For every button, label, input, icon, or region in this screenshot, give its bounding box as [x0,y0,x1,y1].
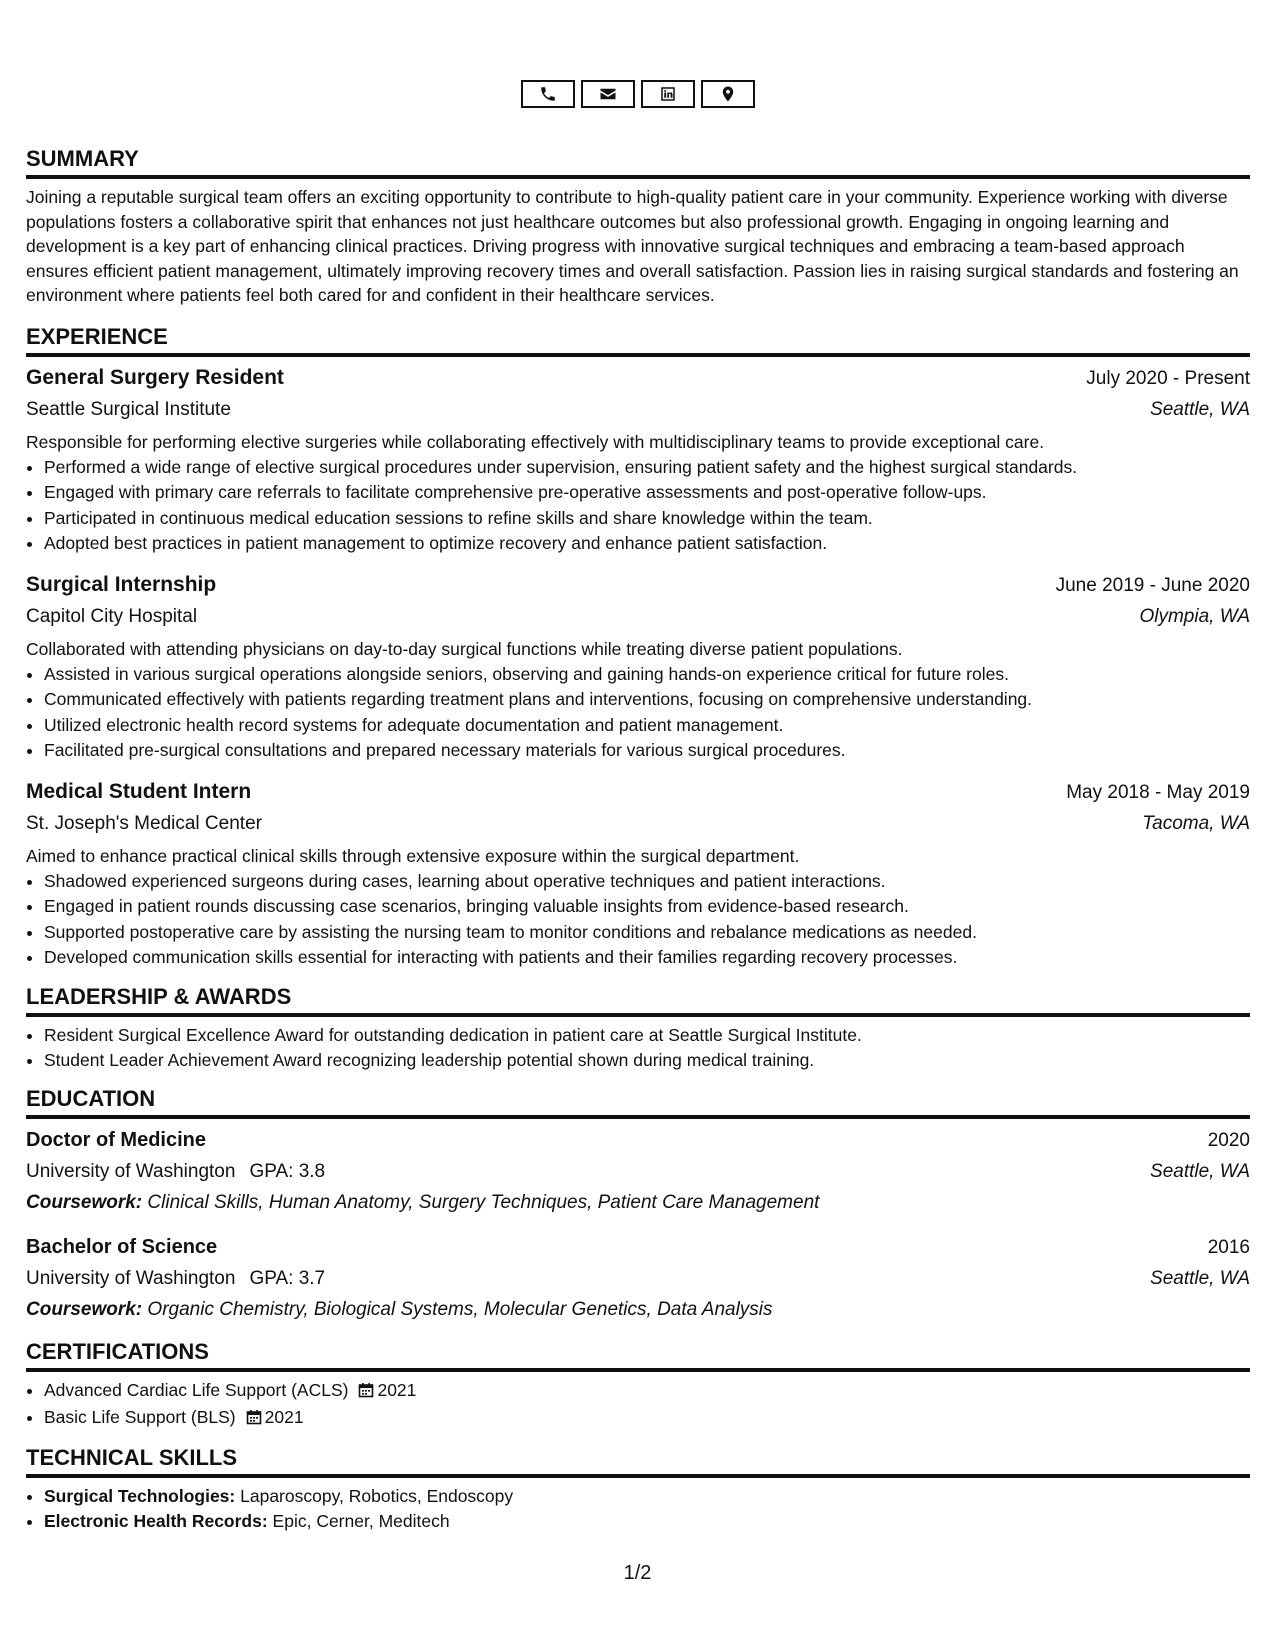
job-bullets [26,662,1250,764]
location-pin-icon[interactable] [701,80,755,108]
school-name: University of Washington [26,1267,236,1289]
list-item: • Resident Surgical Excellence Award for outstanding dedication in patient care at Seattle Surgical Institute. [44,1023,1250,1049]
coursework-label: Coursework: [26,1191,143,1213]
school-name: University of Washington [26,1160,236,1182]
job-organization: Capitol City Hospital [26,605,198,627]
certification-year: 2021 [264,1407,304,1428]
list-item [44,1378,1250,1406]
school-line [26,1156,325,1188]
coursework-list: Organic Chemistry, Biological Systems, Molecular Genetics, Data Analysis [147,1298,773,1320]
section-title: LEADERSHIP & AWARDS [26,984,1250,1017]
job-description: Collaborated with attending physicians on day-to-day surgical functions while treating diverse patient populations. [26,638,903,659]
job-title: Medical Student Intern [26,779,252,803]
gpa: GPA: 3.8 [249,1160,326,1182]
degree-year: 2016 [1207,1236,1250,1258]
job-dates: May 2018 - May 2019 [1066,781,1250,803]
contact-bar [0,80,1275,108]
list-item: • Communicated effectively with patients regarding treatment plans and interventions, focusing on comprehensive understanding. [44,687,1250,713]
summary-section [26,146,1250,308]
education-entry [26,1232,1250,1325]
skill-label: Surgical Technologies: [44,1485,236,1506]
school-location: Seattle, WA [1150,1160,1250,1182]
education-section [26,1086,1250,1325]
certifications-list [26,1378,1250,1433]
skill-value: Epic, Cerner, Meditech [272,1511,450,1532]
calendar-icon [358,1380,374,1406]
degree-title: Doctor of Medicine [26,1128,207,1151]
job-dates: July 2020 - Present [1086,367,1250,389]
section-title: SUMMARY [26,146,1250,179]
envelope-icon[interactable] [581,80,635,108]
list-item: • Assisted in various surgical operations alongside seniors, observing and gaining hands-on experience critical for future roles. [44,662,1250,688]
list-item: • Utilized electronic health record systems for adequate documentation and patient management. [44,713,1250,739]
job-description: Aimed to enhance practical clinical skills through extensive exposure within the surgical department. [26,845,800,866]
certification-name: Basic Life Support (BLS) [44,1407,236,1428]
gpa: GPA: 3.7 [249,1267,326,1289]
job-bullets [26,455,1250,557]
degree-year: 2020 [1207,1129,1250,1151]
job-title: Surgical Internship [26,572,217,596]
job-organization: St. Joseph's Medical Center [26,812,262,834]
coursework [26,1188,1250,1218]
linkedin-icon[interactable] [641,80,695,108]
resume-page [26,146,1250,1535]
summary-text: Joining a reputable surgical team offers an exciting opportunity to contribute to high-quality patient care in your community. Experience working with diverse populations fosters a collaborative spirit that enhances not just healthcare outcomes but also professional growth. Engaging in ongoing learning and development is a key part of enhancing clinical practices. Driving progress with innovative surgical techniques and embracing a team-based approach ensures efficient patient management, ultimately improving recovery times and overall satisfaction. Passion lies in raising surgical standards and fostering an environment where patients feel both cared for and confident in their healthcare services. [26,187,1239,306]
job-description: Responsible for performing elective surgeries while collaborating effectively with multidisciplinary teams to provide exceptional care. [26,431,1045,452]
leadership-section [26,984,1250,1086]
section-title: TECHNICAL SKILLS [26,1445,1250,1478]
job-location: Tacoma, WA [1142,812,1250,834]
job-bullets [26,869,1250,971]
job-title: General Surgery Resident [26,365,284,389]
coursework [26,1295,1250,1325]
list-item: • Shadowed experienced surgeons during cases, learning about operative techniques and patient interactions. [44,869,1250,895]
list-item: • Supported postoperative care by assisting the nursing team to monitor conditions and rebalance medications as needed. [44,920,1250,946]
calendar-icon [246,1407,262,1433]
phone-icon[interactable] [521,80,575,108]
skill-value: Laparoscopy, Robotics, Endoscopy [240,1485,514,1506]
list-item: • Student Leader Achievement Award recognizing leadership potential shown during medical training. [44,1048,1250,1074]
section-title: EDUCATION [26,1086,1250,1119]
job-location: Olympia, WA [1139,605,1250,627]
list-item: • Performed a wide range of elective surgical procedures under supervision, ensuring patient safety and the highest surgical standards. [44,455,1250,481]
certifications-section [26,1339,1250,1445]
list-item: • Participated in continuous medical education sessions to refine skills and share knowledge within the team. [44,506,1250,532]
coursework-label: Coursework: [26,1298,143,1320]
list-item [44,1484,1250,1510]
list-item: • Facilitated pre-surgical consultations and prepared necessary materials for various surgical procedures. [44,738,1250,764]
job-entry [26,777,1250,971]
education-entry [26,1125,1250,1218]
school-line [26,1263,325,1295]
list-item [44,1405,1250,1433]
skills-section [26,1445,1250,1535]
section-title: CERTIFICATIONS [26,1339,1250,1372]
job-location: Seattle, WA [1150,398,1250,420]
skills-list [26,1484,1250,1535]
school-location: Seattle, WA [1150,1267,1250,1289]
awards-list [26,1023,1250,1074]
job-entry [26,363,1250,557]
certification-name: Advanced Cardiac Life Support (ACLS) [44,1379,349,1400]
section-title: EXPERIENCE [26,324,1250,357]
list-item: • Engaged with primary care referrals to facilitate comprehensive pre-operative assessments and post-operative follow-ups. [44,480,1250,506]
page-number: 1/2 [623,1562,652,1584]
list-item: • Developed communication skills essential for interacting with patients and their families regarding recovery processes. [44,945,1250,971]
coursework-list: Clinical Skills, Human Anatomy, Surgery Techniques, Patient Care Management [147,1191,820,1213]
job-organization: Seattle Surgical Institute [26,398,231,420]
degree-title: Bachelor of Science [26,1235,218,1258]
list-item: • Adopted best practices in patient management to optimize recovery and enhance patient satisfaction. [44,531,1250,557]
experience-section [26,324,1250,971]
job-entry [26,570,1250,764]
list-item [44,1509,1250,1535]
certification-year: 2021 [377,1379,417,1400]
job-dates: June 2019 - June 2020 [1055,574,1250,596]
skill-label: Electronic Health Records: [44,1511,268,1532]
list-item: • Engaged in patient rounds discussing case scenarios, bringing valuable insights from evidence-based research. [44,894,1250,920]
